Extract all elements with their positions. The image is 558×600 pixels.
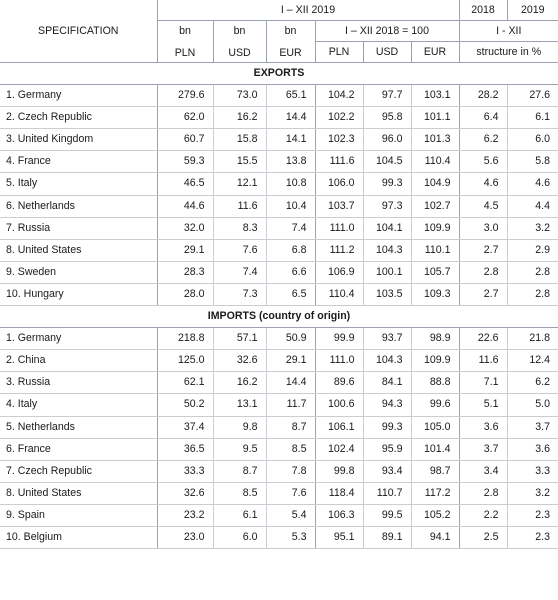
value-cell: 2.3 [507, 526, 558, 548]
value-cell: 6.8 [266, 239, 315, 261]
header-row-1 [0, 0, 558, 21]
table-row [0, 350, 558, 372]
value-cell: 16.2 [213, 372, 266, 394]
value-cell: 5.3 [266, 526, 315, 548]
value-cell: 104.3 [363, 239, 411, 261]
value-cell: 95.8 [363, 107, 411, 129]
unit-label: bn [284, 24, 297, 37]
value-cell: 6.4 [459, 107, 507, 129]
value-cell: 6.5 [266, 283, 315, 305]
value-cell: 8.7 [266, 416, 315, 438]
value-cell: 2.9 [507, 239, 558, 261]
value-cell: 98.9 [411, 328, 459, 350]
value-cell: 5.4 [266, 504, 315, 526]
value-cell: 7.3 [213, 283, 266, 305]
value-cell: 105.2 [411, 504, 459, 526]
value-cell: 106.3 [315, 504, 363, 526]
value-cell: 105.0 [411, 416, 459, 438]
value-cell: 218.8 [157, 328, 213, 350]
value-cell: 95.1 [315, 526, 363, 548]
value-cell: 101.4 [411, 438, 459, 460]
value-cell: 106.9 [315, 261, 363, 283]
value-cell: 7.6 [266, 482, 315, 504]
value-cell: 5.0 [507, 394, 558, 416]
value-cell: 103.1 [411, 85, 459, 107]
value-cell: 111.2 [315, 239, 363, 261]
table-row [0, 416, 558, 438]
value-cell: 2.8 [459, 261, 507, 283]
value-cell: 65.1 [266, 85, 315, 107]
section-title: IMPORTS (country of origin) [0, 306, 558, 328]
index-header: I – XII 2018 = 100 [315, 21, 459, 42]
table-row [0, 173, 558, 195]
value-cell: 33.3 [157, 460, 213, 482]
value-cell: 28.3 [157, 261, 213, 283]
country-name: 7. Russia [0, 217, 157, 239]
value-cell: 6.6 [266, 261, 315, 283]
value-cell: 117.2 [411, 482, 459, 504]
value-cell: 29.1 [266, 350, 315, 372]
value-cell: 46.5 [157, 173, 213, 195]
unit-label: bn [179, 24, 191, 37]
index-eur-header: EUR [411, 42, 459, 63]
value-cell: 6.0 [507, 129, 558, 151]
value-cell: 14.4 [266, 107, 315, 129]
value-cell: 57.1 [213, 328, 266, 350]
country-name: 2. China [0, 350, 157, 372]
value-cell: 28.0 [157, 283, 213, 305]
value-cell: 94.3 [363, 394, 411, 416]
value-cell: 7.6 [213, 239, 266, 261]
value-cell: 89.1 [363, 526, 411, 548]
value-cell: 94.1 [411, 526, 459, 548]
specification-header: SPECIFICATION [0, 0, 157, 63]
value-cell: 7.1 [459, 372, 507, 394]
table-row [0, 504, 558, 526]
country-name: 9. Sweden [0, 261, 157, 283]
index-usd-header: USD [363, 42, 411, 63]
value-cell: 111.6 [315, 151, 363, 173]
value-cell: 100.6 [315, 394, 363, 416]
value-cell: 12.4 [507, 350, 558, 372]
value-cell: 109.9 [411, 217, 459, 239]
value-cell: 4.4 [507, 195, 558, 217]
value-cell: 4.6 [459, 173, 507, 195]
year-2018-header: 2018 [459, 0, 507, 21]
value-cell: 14.1 [266, 129, 315, 151]
eur-bn-header [266, 21, 315, 63]
value-cell: 99.3 [363, 416, 411, 438]
value-cell: 4.6 [507, 173, 558, 195]
value-cell: 21.8 [507, 328, 558, 350]
structure-period-header: I - XII [459, 21, 558, 42]
currency-label: PLN [174, 46, 196, 59]
value-cell: 2.8 [507, 261, 558, 283]
pln-bn-header [157, 21, 213, 63]
table-row [0, 328, 558, 350]
value-cell: 8.7 [213, 460, 266, 482]
table-row [0, 107, 558, 129]
value-cell: 10.4 [266, 195, 315, 217]
table-row [0, 460, 558, 482]
value-cell: 8.5 [213, 482, 266, 504]
value-cell: 84.1 [363, 372, 411, 394]
value-cell: 99.6 [411, 394, 459, 416]
value-cell: 98.7 [411, 460, 459, 482]
value-cell: 96.0 [363, 129, 411, 151]
value-cell: 8.5 [266, 438, 315, 460]
value-cell: 3.2 [507, 482, 558, 504]
value-cell: 10.8 [266, 173, 315, 195]
country-name: 3. Russia [0, 372, 157, 394]
value-cell: 103.7 [315, 195, 363, 217]
table-row [0, 129, 558, 151]
value-cell: 95.9 [363, 438, 411, 460]
value-cell: 2.8 [459, 482, 507, 504]
value-cell: 97.7 [363, 85, 411, 107]
value-cell: 59.3 [157, 151, 213, 173]
table-row [0, 372, 558, 394]
value-cell: 6.1 [507, 107, 558, 129]
value-cell: 5.8 [507, 151, 558, 173]
value-cell: 32.6 [157, 482, 213, 504]
table-row [0, 217, 558, 239]
value-cell: 97.3 [363, 195, 411, 217]
country-name: 6. Netherlands [0, 195, 157, 217]
table-row [0, 151, 558, 173]
section-title: EXPORTS [0, 63, 558, 85]
currency-label: USD [228, 46, 251, 59]
value-cell: 6.2 [507, 372, 558, 394]
value-cell: 62.0 [157, 107, 213, 129]
value-cell: 104.5 [363, 151, 411, 173]
value-cell: 29.1 [157, 239, 213, 261]
value-cell: 2.7 [459, 239, 507, 261]
value-cell: 3.6 [507, 438, 558, 460]
value-cell: 110.1 [411, 239, 459, 261]
value-cell: 5.6 [459, 151, 507, 173]
value-cell: 125.0 [157, 350, 213, 372]
value-cell: 99.5 [363, 504, 411, 526]
table-row [0, 482, 558, 504]
value-cell: 7.4 [266, 217, 315, 239]
value-cell: 44.6 [157, 195, 213, 217]
country-name: 1. Germany [0, 328, 157, 350]
value-cell: 93.7 [363, 328, 411, 350]
value-cell: 2.2 [459, 504, 507, 526]
value-cell: 110.4 [411, 151, 459, 173]
imports-section-header [0, 306, 558, 328]
value-cell: 32.0 [157, 217, 213, 239]
exports-section-header [0, 63, 558, 85]
value-cell: 6.2 [459, 129, 507, 151]
value-cell: 9.8 [213, 416, 266, 438]
table-row [0, 526, 558, 548]
table-row [0, 195, 558, 217]
value-cell: 2.3 [507, 504, 558, 526]
table-row [0, 394, 558, 416]
table-row [0, 261, 558, 283]
value-cell: 4.5 [459, 195, 507, 217]
country-name: 10. Belgium [0, 526, 157, 548]
value-cell: 15.5 [213, 151, 266, 173]
value-cell: 73.0 [213, 85, 266, 107]
value-cell: 3.4 [459, 460, 507, 482]
value-cell: 118.4 [315, 482, 363, 504]
country-name: 5. Italy [0, 173, 157, 195]
value-cell: 101.1 [411, 107, 459, 129]
country-name: 7. Czech Republic [0, 460, 157, 482]
index-pln-header: PLN [315, 42, 363, 63]
value-cell: 23.2 [157, 504, 213, 526]
value-cell: 2.5 [459, 526, 507, 548]
country-name: 8. United States [0, 482, 157, 504]
value-cell: 102.3 [315, 129, 363, 151]
value-cell: 104.2 [315, 85, 363, 107]
value-cell: 110.4 [315, 283, 363, 305]
country-name: 2. Czech Republic [0, 107, 157, 129]
value-cell: 62.1 [157, 372, 213, 394]
value-cell: 109.9 [411, 350, 459, 372]
value-cell: 93.4 [363, 460, 411, 482]
value-cell: 27.6 [507, 85, 558, 107]
value-cell: 3.0 [459, 217, 507, 239]
value-cell: 11.6 [459, 350, 507, 372]
value-cell: 3.7 [507, 416, 558, 438]
table-row [0, 239, 558, 261]
value-cell: 11.6 [213, 195, 266, 217]
value-cell: 106.0 [315, 173, 363, 195]
value-cell: 99.3 [363, 173, 411, 195]
value-cell: 23.0 [157, 526, 213, 548]
value-cell: 101.3 [411, 129, 459, 151]
value-cell: 5.1 [459, 394, 507, 416]
value-cell: 100.1 [363, 261, 411, 283]
table-row [0, 438, 558, 460]
value-cell: 102.4 [315, 438, 363, 460]
year-2019-header: 2019 [507, 0, 558, 21]
usd-bn-header [213, 21, 266, 63]
country-name: 10. Hungary [0, 283, 157, 305]
country-name: 3. United Kingdom [0, 129, 157, 151]
table-row [0, 283, 558, 305]
country-name: 1. Germany [0, 85, 157, 107]
country-name: 8. United States [0, 239, 157, 261]
value-cell: 106.1 [315, 416, 363, 438]
value-cell: 32.6 [213, 350, 266, 372]
value-cell: 3.7 [459, 438, 507, 460]
value-cell: 6.1 [213, 504, 266, 526]
value-cell: 13.8 [266, 151, 315, 173]
value-cell: 7.8 [266, 460, 315, 482]
value-cell: 111.0 [315, 217, 363, 239]
value-cell: 102.7 [411, 195, 459, 217]
value-cell: 109.3 [411, 283, 459, 305]
value-cell: 7.4 [213, 261, 266, 283]
value-cell: 3.2 [507, 217, 558, 239]
value-cell: 2.8 [507, 283, 558, 305]
value-cell: 3.3 [507, 460, 558, 482]
period-header: I – XII 2019 [157, 0, 459, 21]
value-cell: 279.6 [157, 85, 213, 107]
value-cell: 12.1 [213, 173, 266, 195]
value-cell: 9.5 [213, 438, 266, 460]
value-cell: 16.2 [213, 107, 266, 129]
country-name: 6. France [0, 438, 157, 460]
country-name: 9. Spain [0, 504, 157, 526]
value-cell: 104.1 [363, 217, 411, 239]
value-cell: 11.7 [266, 394, 315, 416]
value-cell: 104.9 [411, 173, 459, 195]
value-cell: 89.6 [315, 372, 363, 394]
value-cell: 36.5 [157, 438, 213, 460]
value-cell: 50.9 [266, 328, 315, 350]
value-cell: 103.5 [363, 283, 411, 305]
value-cell: 102.2 [315, 107, 363, 129]
value-cell: 105.7 [411, 261, 459, 283]
value-cell: 8.3 [213, 217, 266, 239]
value-cell: 110.7 [363, 482, 411, 504]
currency-label: EUR [279, 46, 302, 59]
value-cell: 99.9 [315, 328, 363, 350]
value-cell: 60.7 [157, 129, 213, 151]
value-cell: 2.7 [459, 283, 507, 305]
value-cell: 28.2 [459, 85, 507, 107]
value-cell: 22.6 [459, 328, 507, 350]
value-cell: 99.8 [315, 460, 363, 482]
value-cell: 88.8 [411, 372, 459, 394]
value-cell: 37.4 [157, 416, 213, 438]
value-cell: 13.1 [213, 394, 266, 416]
country-name: 4. Italy [0, 394, 157, 416]
value-cell: 104.3 [363, 350, 411, 372]
country-name: 5. Netherlands [0, 416, 157, 438]
value-cell: 3.6 [459, 416, 507, 438]
value-cell: 14.4 [266, 372, 315, 394]
table-row [0, 85, 558, 107]
value-cell: 111.0 [315, 350, 363, 372]
country-name: 4. France [0, 151, 157, 173]
value-cell: 15.8 [213, 129, 266, 151]
value-cell: 6.0 [213, 526, 266, 548]
structure-header: structure in % [459, 42, 558, 63]
unit-label: bn [233, 24, 246, 37]
value-cell: 50.2 [157, 394, 213, 416]
